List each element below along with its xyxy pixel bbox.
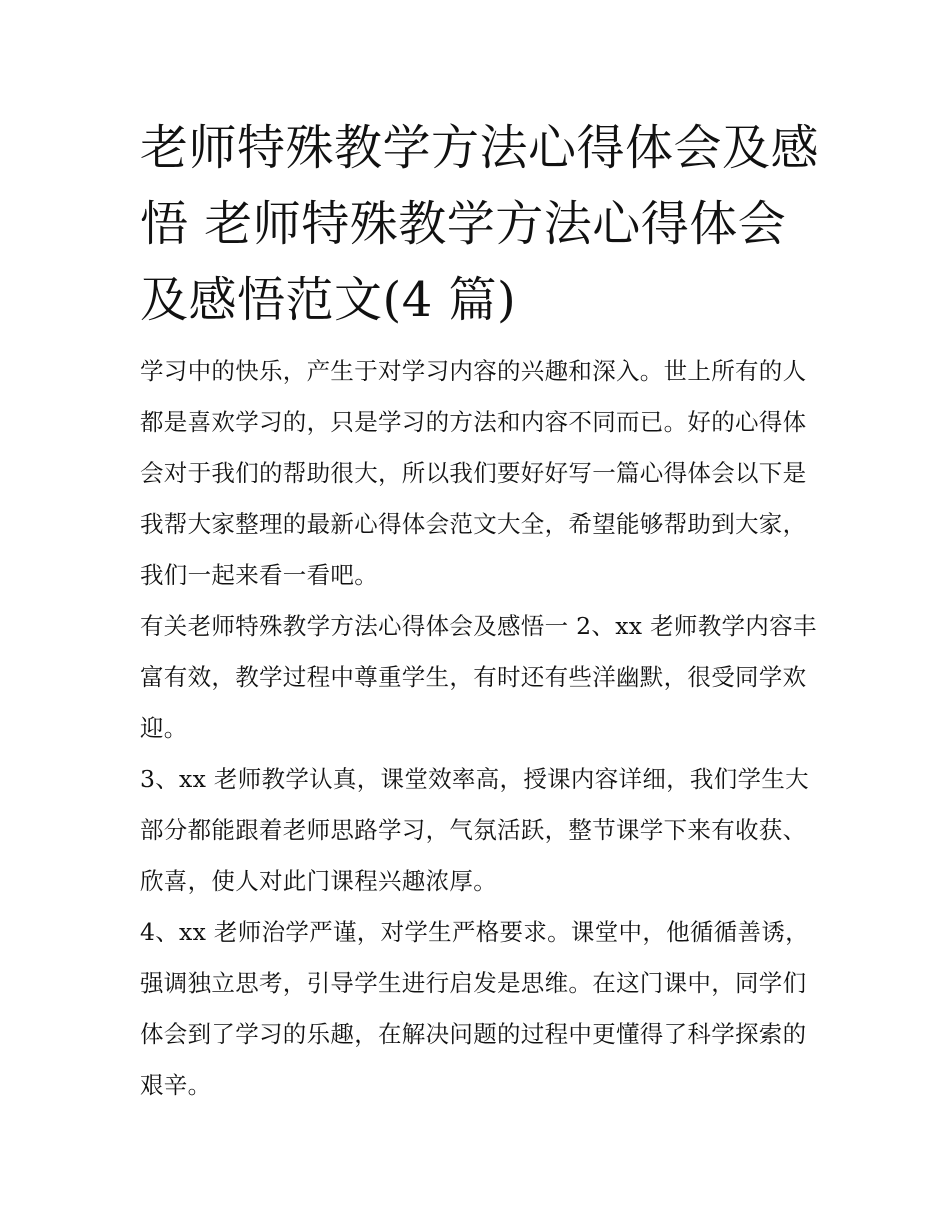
document-title: 老师特殊教学方法心得体会及感悟 老师特殊教学方法心得体会及感悟范文(4 篇) xyxy=(140,120,820,328)
paragraph-item-2: 有关老师特殊教学方法心得体会及感悟一 2、xx 老师教学内容丰富有效，教学过程中尊重学生，有时还有些洋幽默，很受同学欢迎。 xyxy=(140,612,817,742)
paragraph-item-4: 4、xx 老师治学严谨，对学生严格要求。课堂中，他循循善诱，强调独立思考，引导学生进行启发是思维。在这门课中，同学们体会到了学习的乐趣，在解决问题的过程中更懂得了科学探索的艰辛。 xyxy=(140,918,809,1099)
document-page xyxy=(140,110,820,1111)
paragraph-item-3: 3、xx 老师教学认真，课堂效率高，授课内容详细，我们学生大部分都能跟着老师思路学习，气氛活跃，整节课学下来有收获、欣喜，使人对此门课程兴趣浓厚。 xyxy=(140,765,809,895)
paragraph-intro: 学习中的快乐，产生于对学习内容的兴趣和深入。世上所有的人都是喜欢学习的，只是学习的方法和内容不同而已。好的心得体会对于我们的帮助很大，所以我们要好好写一篇心得体会以下是我帮大家整理的最新心得体会范文大全，希望能够帮助到大家，我们一起来看一看吧。 xyxy=(140,357,807,589)
